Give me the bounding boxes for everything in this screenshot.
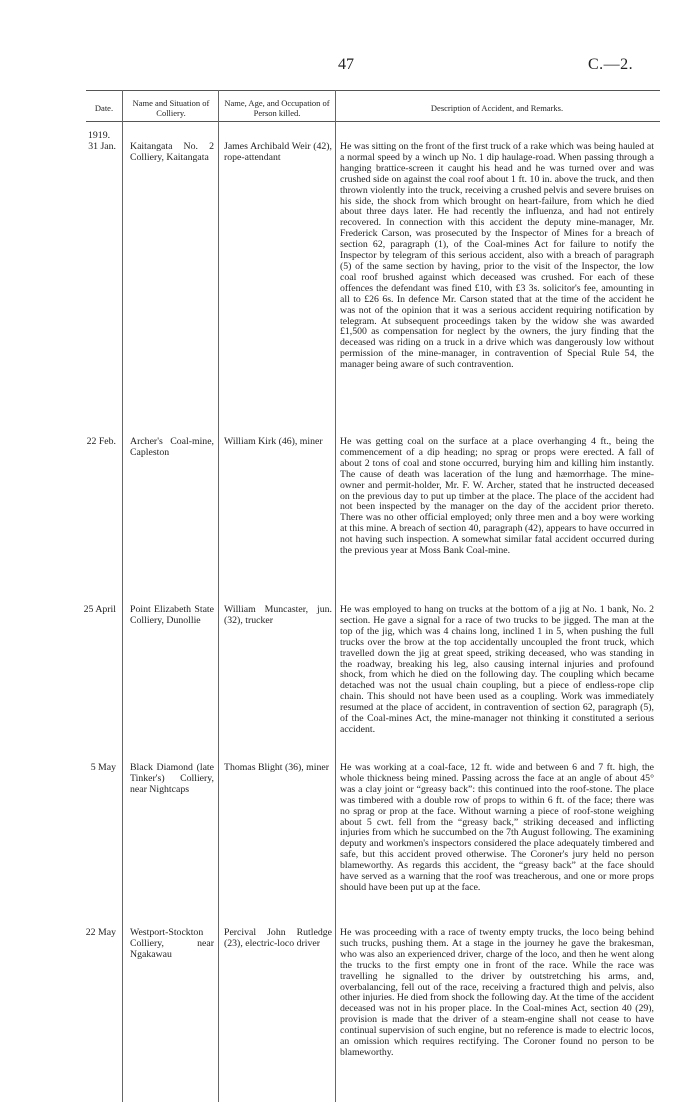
entry-person: William Kirk (46), miner [224, 436, 323, 447]
entry-person: James Archibald Weir (42), rope-attendant [224, 141, 332, 163]
header-bottom-rule [86, 121, 660, 122]
entry-date: 25 April [83, 604, 116, 615]
entry-date: 5 May [90, 762, 116, 773]
entry-description: He was proceeding with a race of twenty empty trucks, the loco being behind such trucks, pushing them. At a stage in the journey he gave the brakesman, who was also an experienced driver, charge of the loco, and then he went along the trucks to the first empty one in front of the race. While the race was travelling he signalled to the driver by outstretching his arms, and, overbalancing, fell out of the race, receiving a fractured thigh and pelvis, also other injuries. He died from shock the following day. At the time of the accident deceased was not in his proper place. In the Coal-mines Act, section 40 (29), provision is made that the driver of a steam-engine shall not cease to have continual supervision of such engine, but no reference is made to electric locos, an omission which requires rectifying. The Coroner found no person to be blameworthy. [340, 927, 654, 1058]
column-divider [218, 90, 219, 1102]
column-header-colliery: Name and Situation of Colliery. [132, 98, 210, 118]
entry-colliery: Point Elizabeth State Colliery, Dunollie [130, 604, 214, 626]
column-header-person: Name, Age, and Occupation of Person killed. [224, 98, 330, 118]
column-header-date: Date. [94, 103, 114, 113]
entry-person: Thomas Blight (36), miner [224, 762, 330, 773]
entry-person: Percival John Rutledge (23), electric-loco driver [224, 927, 332, 949]
entry-person: William Muncaster, jun. (32), trucker [224, 604, 332, 626]
entry-date: 31 Jan. [88, 141, 116, 152]
entry-description: He was sitting on the front of the first truck of a rake which was being hauled at a normal speed by a winch up No. 1 dip haulage-road. When passing through a hanging brattice-screen it caught his head and he was turned over and was crushed side on against the coal roof about 1 ft. 10 in. above the truck, and then thrown violently into the truck, receiving a crushed pelvis and severe bruises on his side, the shock from which brought on heart-failure, from which he died about three days later. He had recently the influenza, and had not entirely recovered. In connection with this accident the deputy mine-manager, Mr. Frederick Carson, was prosecuted by the Inspector of Mines for a breach of section 62, paragraph (1), of the Coal-mines Act for failure to notify the Inspector by telegram of this serious accident, also with a breach of paragraph (5) of the same section by having, prior to the visit of the Inspector, the low coal roof brushed against which deceased was crushed. For each of these offences the defendant was fined £10, with £3 3s. solicitor's fee, amounting in all to £26 6s. In defence Mr. Carson stated that at the time of the accident he was not of the opinion that it was a serious accident requiring notification by telegram. At subsequent proceedings taken by the widow she was awarded £1,500 as compensation for neglect by the owners, the jury finding that the deceased was riding on a truck in a drive which was dangerously low without permission of the mine-manager, in contravention of Special Rule 54, the manager being aware of such contravention. [340, 141, 654, 371]
column-header-description: Description of Accident, and Remarks. [430, 103, 564, 113]
entry-colliery: Archer's Coal-mine, Capleston [130, 436, 214, 458]
header-top-rule [86, 90, 660, 91]
entry-colliery: Black Diamond (late Tinker's) Colliery, near Nightcaps [130, 762, 214, 795]
page-header [0, 56, 700, 78]
entry-description: He was getting coal on the surface at a place overhanging 4 ft., being the commencement of a dip heading; no sprag or props were erected. A fall of about 2 tons of coal and stone occurred, burying him and killing him instantly. The cause of death was laceration of the lung and hæmorrhage. The mine-owner and permit-holder, Mr. F. W. Archer, stated that he instructed deceased on the previous day to put up timber at the place. The place of the accident had not been inspected by the manager on the day of the accident prior thereto. There was no other official employed; only three men and a boy were working at this mine. A breach of section 40, paragraph (42), appears to have occurred in not having such inspection. A somewhat similar fatal accident occurred during the previous year at Moss Bank Coal-mine. [340, 436, 654, 557]
entry-colliery: Westport-Stockton Colliery, near Ngakawau [130, 927, 214, 960]
entry-description: He was employed to hang on trucks at the bottom of a jig at No. 1 bank, No. 2 section. He gave a signal for a race of two trucks to be jigged. The man at the top of the jig, which was 4 chains long, inclined 1 in 5, when pushing the full trucks over the brow at the top accidentally uncoupled the front truck, which travelled down the jig at great speed, striking deceased, who was standing in the roadway, breaking his leg, also causing internal injuries and profound shock, from which he died on the following day. The coupling which became detached was not the usual chain coupling, but a piece of endless-rope clip chain. This should not have been used as a coupling. Work was immediately resumed at the place of accident, in contravention of section 62, paragraph (5), of the Coal-mines Act, the mine-manager not thinking it constituted a serious accident. [340, 604, 654, 735]
entry-colliery: Kaitangata No. 2 Colliery, Kaitangata [130, 141, 214, 163]
entry-date: 22 May [85, 927, 116, 938]
column-divider [335, 90, 336, 1102]
entry-date: 22 Feb. [86, 436, 116, 447]
column-divider [122, 90, 123, 1102]
page-number: 47 [338, 56, 354, 73]
series-code: C.—2. [588, 56, 634, 73]
year-label: 1919. [88, 130, 111, 141]
entry-description: He was working at a coal-face, 12 ft. wide and between 6 and 7 ft. high, the whole thickness being mined. Passing across the face at an angle of about 45° was a clay joint or “greasy back”: this continued into the roof-stone. The place was timbered with a double row of props to within 6 ft. of the face; there was no sprag or prop at the face. Without warning a piece of roof-stone weighing about 5 cwt. fell from the “greasy back,” striking deceased and inflicting injuries from which he succumbed on the 7th August following. The examining deputy and workmen's inspectors considered the place adequately timbered and safe, but this accident proved otherwise. The Coroner's jury held no person blameworthy. As regards this accident, the “greasy back” at the face should have served as a warning that the roof was treacherous, and one or more props should have been put up at the face. [340, 762, 654, 893]
